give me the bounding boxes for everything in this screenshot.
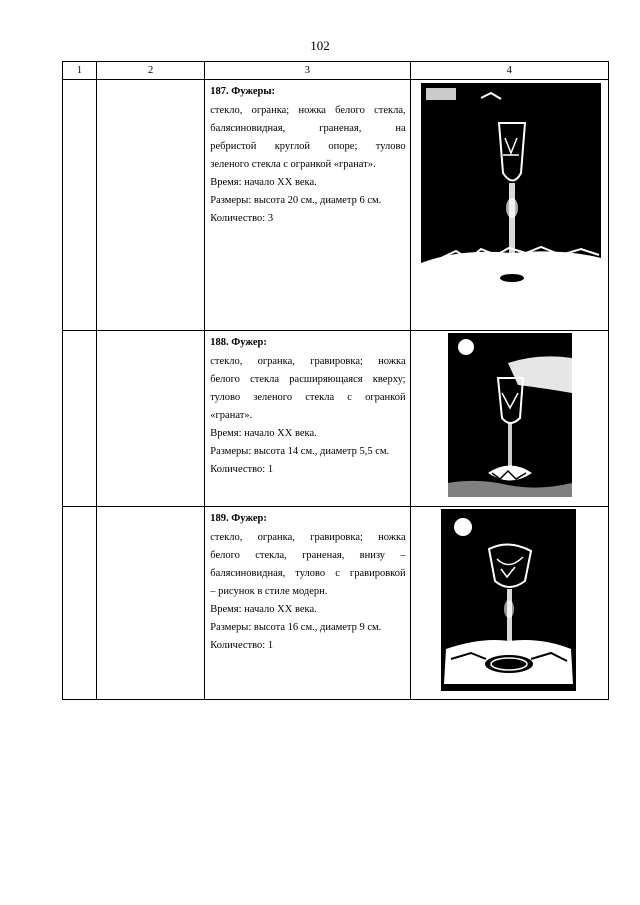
item-quantity: Количество: 3: [210, 213, 274, 224]
column-header-4: 4: [410, 62, 608, 80]
catalog-table: [62, 61, 609, 700]
description-line: белого стекла, граненая, внизу –: [210, 550, 406, 561]
item-title: 189. Фужер:: [210, 513, 267, 524]
item-title: 188. Фужер:: [210, 337, 267, 348]
description-line: балясиновидная, граненая, на: [210, 123, 406, 134]
cell-photo: [410, 507, 608, 700]
description-line: белого стекла расширяющаяся кверху;: [210, 374, 406, 385]
item-title: 187. Фужеры:: [210, 86, 276, 97]
table-header-row: [63, 62, 609, 80]
item-time: Время: начало XX века.: [210, 428, 317, 439]
page-number: 102: [310, 38, 330, 53]
item-quantity: Количество: 1: [210, 464, 274, 475]
cell-description: [205, 507, 410, 700]
item-size: Размеры: высота 20 см., диаметр 6 см.: [210, 195, 382, 206]
description-line: стекло, огранка, гравировка; ножка: [210, 356, 406, 367]
wine-glass-photo-icon: [421, 83, 601, 314]
cell-empty: [97, 507, 205, 700]
wine-glass-photo-icon: [448, 333, 572, 497]
column-header-3: 3: [205, 62, 410, 80]
wine-glass-photo-icon: [441, 509, 576, 691]
item-size: Размеры: высота 14 см., диаметр 5,5 см.: [210, 446, 390, 457]
item-time: Время: начало XX века.: [210, 177, 317, 188]
description-line: «гранат».: [210, 410, 253, 421]
table-row: [63, 331, 609, 507]
description-line: зеленого стекла с огранкой «гранат».: [210, 159, 376, 170]
cell-description: [205, 331, 410, 507]
item-quantity: Количество: 1: [210, 640, 274, 651]
description-line: – рисунок в стиле модерн.: [210, 586, 328, 597]
table-row: [63, 507, 609, 700]
description-line: тулово зеленого стекла с огранкой: [210, 392, 406, 403]
cell-description: [205, 80, 410, 331]
cell-number: [63, 80, 97, 331]
cell-empty: [97, 80, 205, 331]
cell-photo: [410, 80, 608, 331]
column-header-1: 1: [63, 62, 97, 80]
table-row: [63, 80, 609, 331]
cell-number: [63, 507, 97, 700]
item-time: Время: начало XX века.: [210, 604, 317, 615]
description-line: балясиновидная, тулово с гравировкой: [210, 568, 406, 579]
item-size: Размеры: высота 16 см., диаметр 9 см.: [210, 622, 382, 633]
cell-empty: [97, 331, 205, 507]
description-line: ребристой круглой опоре; тулово: [210, 141, 406, 152]
description-line: стекло, огранка; ножка белого стекла,: [210, 105, 406, 116]
description-line: стекло, огранка, гравировка; ножка: [210, 532, 406, 543]
cell-photo: [410, 331, 608, 507]
column-header-2: 2: [97, 62, 205, 80]
cell-number: [63, 331, 97, 507]
